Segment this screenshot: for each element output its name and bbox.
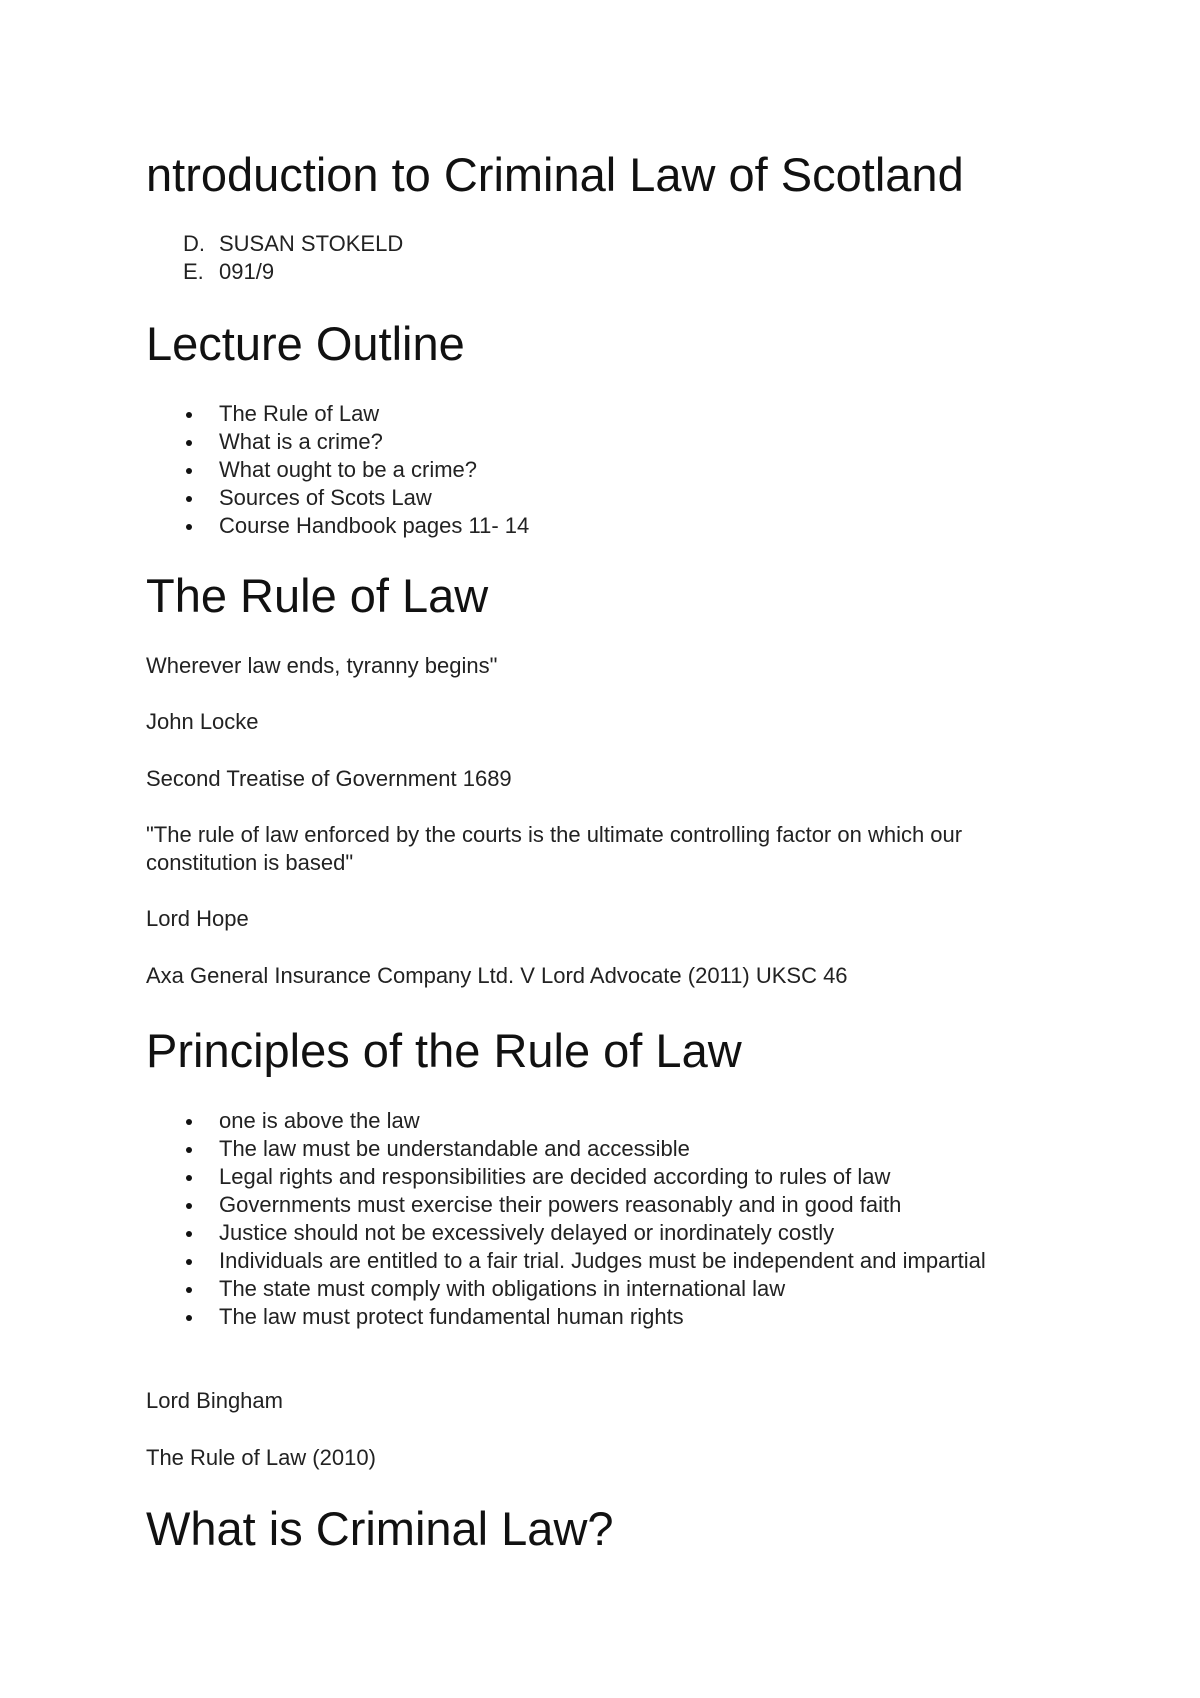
list-item: [146, 1163, 1076, 1191]
section-heading-principles: Principles of the Rule of Law: [146, 1024, 742, 1077]
quote-hope: "The rule of law enforced by the courts is the ultimate controlling factor on which our constitution is based": [146, 822, 963, 875]
bullet-icon: [186, 1119, 192, 1125]
quote-author-locke: John Locke: [146, 709, 259, 734]
list-item-text: The state must comply with obligations in international law: [219, 1276, 786, 1301]
list-item-text: Course Handbook pages 11- 14: [219, 513, 530, 538]
document-title: ntroduction to Criminal Law of Scotland: [146, 148, 964, 201]
bullet-icon: [186, 1175, 192, 1181]
list-item-text: What is a crime?: [219, 429, 383, 454]
list-item-text: The Rule of Law: [219, 401, 380, 426]
bullet-icon: [186, 1315, 192, 1321]
list-item-text: Governments must exercise their powers reasonably and in good faith: [219, 1192, 902, 1217]
bullet-icon: [186, 468, 192, 474]
principles-list: [146, 1107, 1076, 1331]
bullet-icon: [186, 496, 192, 502]
quote-author-hope: Lord Hope: [146, 906, 249, 931]
list-item-text: The law must be understandable and accessible: [219, 1136, 690, 1161]
list-item: [146, 1135, 1076, 1163]
meta-item-author: [146, 230, 403, 258]
bullet-icon: [186, 440, 192, 446]
meta-item-code: [146, 258, 403, 286]
bullet-icon: [186, 412, 192, 418]
bullet-icon: [186, 524, 192, 530]
list-item: [146, 1219, 1076, 1247]
list-item-text: The law must protect fundamental human rights: [219, 1304, 684, 1329]
list-item: [146, 484, 529, 512]
principles-author: Lord Bingham: [146, 1388, 283, 1413]
bullet-icon: [186, 1203, 192, 1209]
list-item: [146, 1191, 1076, 1219]
quote-source-hope: Axa General Insurance Company Ltd. V Lord Advocate (2011) UKSC 46: [146, 963, 848, 988]
list-item-text: What ought to be a crime?: [219, 457, 478, 482]
list-item-text: one is above the law: [219, 1108, 420, 1133]
section-heading-criminal-law: What is Criminal Law?: [146, 1502, 614, 1555]
principles-source: The Rule of Law (2010): [146, 1445, 376, 1470]
list-item-text: Individuals are entitled to a fair trial. Judges must be independent and impartial: [219, 1248, 986, 1273]
list-item-text: Sources of Scots Law: [219, 485, 432, 510]
list-item-text: Legal rights and responsibilities are decided according to rules of law: [219, 1164, 891, 1189]
author-meta-list: [146, 230, 403, 286]
list-item: [146, 512, 529, 540]
list-item: [146, 456, 529, 484]
quote-source-locke: Second Treatise of Government 1689: [146, 766, 512, 791]
list-item-text: Justice should not be excessively delayed or inordinately costly: [219, 1220, 835, 1245]
section-heading-lecture-outline: Lecture Outline: [146, 317, 465, 370]
bullet-icon: [186, 1231, 192, 1237]
meta-text: SUSAN STOKELD: [219, 231, 404, 256]
meta-marker: E.: [183, 259, 204, 284]
list-item: [146, 400, 529, 428]
bullet-icon: [186, 1259, 192, 1265]
list-item: [146, 428, 529, 456]
quote-locke: Wherever law ends, tyranny begins": [146, 653, 498, 678]
meta-marker: D.: [183, 231, 205, 256]
bullet-icon: [186, 1147, 192, 1153]
list-item: [146, 1303, 1076, 1331]
bullet-icon: [186, 1287, 192, 1293]
section-heading-rule-of-law: The Rule of Law: [146, 569, 489, 622]
lecture-outline-list: [146, 400, 529, 540]
list-item: [146, 1247, 1039, 1275]
list-item: [146, 1107, 1076, 1135]
meta-text: 091/9: [219, 259, 275, 284]
list-item: [146, 1275, 1076, 1303]
